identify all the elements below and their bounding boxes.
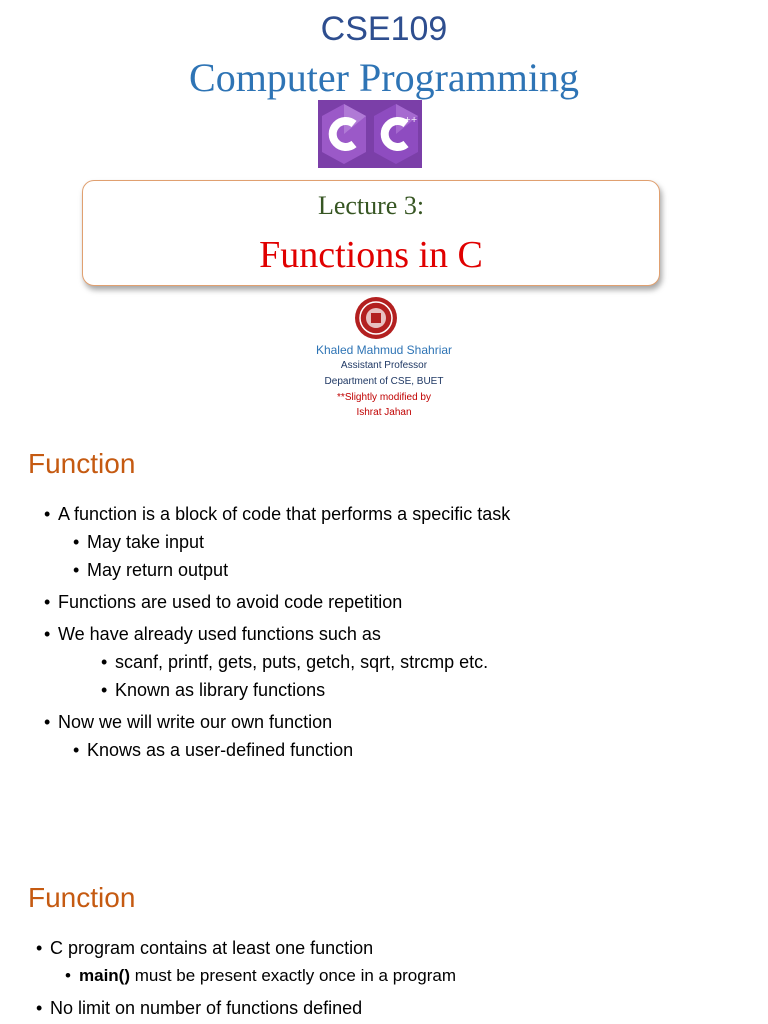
lecture-title: Functions in C [259, 234, 483, 276]
bullet-item: • C program contains at least one function [50, 938, 373, 959]
main-function-name: main() [79, 966, 130, 985]
author-title: Assistant Professor [340, 360, 428, 371]
bullet-item: • Knows as a user-defined function [87, 740, 353, 761]
bullet-item: • Known as library functions [115, 680, 325, 701]
lecture-title-box [82, 180, 660, 286]
bullet-item: • A function is a block of code that performs a specific task [58, 504, 510, 525]
bullet-text: must be present exactly once in a program [130, 966, 456, 985]
bullet-item: • We have already used functions such as [58, 624, 381, 645]
author-department: Department of CSE, BUET [324, 376, 444, 387]
bullet-item: • No limit on number of functions defined [50, 998, 362, 1019]
slide-heading: Function [28, 448, 136, 479]
function-slide-1 [0, 432, 768, 862]
title-slide [0, 0, 768, 432]
svg-text:++: ++ [404, 115, 418, 124]
bullet-item [79, 966, 456, 986]
bullet-item: • Functions are used to avoid code repetition [58, 592, 402, 613]
modified-note: **Slightly modified by [337, 392, 431, 403]
author-block [0, 342, 768, 420]
course-name: Computer Programming [189, 55, 579, 100]
lecture-number: Lecture 3: [317, 191, 425, 220]
bullet-item: • May take input [87, 532, 204, 553]
c-cpp-logo-icon [318, 100, 422, 168]
function-slide-2 [0, 862, 768, 1024]
bullet-item: • May return output [87, 560, 228, 581]
modifier-name: Ishrat Jahan [356, 407, 412, 418]
buet-seal-icon [354, 296, 398, 340]
bullet-item: • scanf, printf, gets, puts, getch, sqrt, strcmp etc. [115, 652, 488, 673]
author-name: Khaled Mahmud Shahriar [315, 343, 453, 357]
course-code: CSE109 [320, 10, 448, 48]
bullet-item: • Now we will write our own function [58, 712, 332, 733]
slide-heading: Function [28, 882, 136, 913]
